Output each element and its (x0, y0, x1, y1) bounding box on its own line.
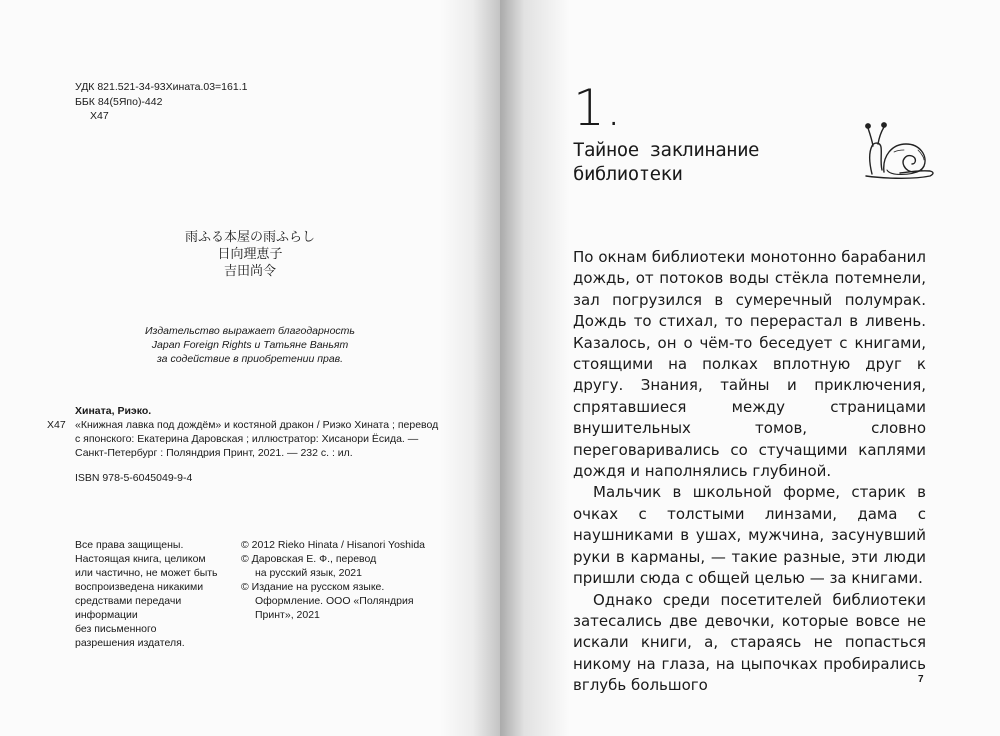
copyright-notice (241, 538, 425, 622)
snail-icon (860, 110, 940, 190)
japanese-title-block (130, 229, 370, 280)
catalog-line: «Книжная лавка под дождём» и костяной дракон / Риэко Хината ; перевод (75, 419, 439, 431)
paragraph: Однако среди посетителей библиотеки затесались две девочки, которые вовсе не искали книги, а, стараясь не попасться никому на глаза, на цыпочках пробирались вглубь большого (573, 590, 926, 695)
page-number: 7 (918, 674, 924, 685)
catalog-line: с японского: Екатерина Даровская ; иллюстратор: Хисанори Ёсида. — (75, 433, 419, 445)
isbn: ISBN 978-5-6045049-9-4 (75, 472, 193, 484)
acknowledgement-line: Издательство выражает благодарность (145, 325, 355, 337)
japanese-title-line: 雨ふる本屋の雨ふらし (184, 230, 315, 245)
chapter-title-line: библиотеки (573, 163, 683, 185)
copyright-line: Принт», 2021 (255, 609, 320, 621)
paragraph: Мальчик в школьной форме, старик в очках с толстыми линзами, дама с наушниками в ушах, мужчина, засунувший руки в карманы, — такие разные, эти люди пришли сюда с общей целью — за книгами. (573, 483, 926, 588)
catalog-author: Хината, Риэко. (75, 405, 152, 417)
bbk-line: ББК 84(5Япо)-442 (75, 96, 163, 108)
chapter-text (573, 247, 926, 697)
rights-line: информации (75, 609, 138, 621)
rights-line: или частично, не может быть (75, 567, 218, 579)
index-code: Х47 (90, 110, 109, 122)
rights-line: разрешения издателя. (75, 637, 185, 649)
chapter-title (573, 138, 759, 186)
copyright-line: © Издание на русском языке. (241, 581, 385, 593)
catalog-line: Санкт-Петербург : Поляндрия Принт, 2021. — 232 с. : ил. (75, 447, 353, 459)
rights-line: Настоящая книга, целиком (75, 553, 206, 565)
gutter-shadow-right (500, 0, 570, 736)
chapter-title-line: Тайное заклинание (573, 139, 759, 161)
gutter-shadow-left (440, 0, 500, 736)
copyright-line: © Даровская Е. Ф., перевод (241, 553, 377, 565)
catalog-index: Х47 (47, 419, 66, 431)
japanese-author-line: 日向理恵子 (217, 247, 283, 262)
rights-line: средствами передачи (75, 595, 182, 607)
rights-line: без письменного (75, 623, 157, 635)
japanese-illustrator-line: 吉田尚令 (223, 264, 276, 279)
rights-line: воспроизведена никакими (75, 581, 204, 593)
paragraph: По окнам библиотеки монотонно барабанил дождь, от потоков воды стёкла потемнели, зал погрузился в сумеречный полумрак. Дождь то стихал, то перерастал в ливень. Казалось, он о чём-то беседует с книгами, стоящими на полках вплотную друг к другу. Знания, тайны и приключения, спрятавшиеся между страницами внушительных томов, словно переговаривались со стучащими каплями дождя и наполнялись глубиной. (573, 248, 926, 481)
udk-line: УДК 821.521-34-93Хината.03=161.1 (75, 81, 248, 93)
right-page (500, 0, 1000, 736)
chapter-number: 1. (573, 79, 623, 137)
copyright-line: © 2012 Rieko Hinata / Hisanori Yoshida (241, 539, 426, 551)
acknowledgement-line: Japan Foreign Rights и Татьяне Ваньят (151, 339, 349, 351)
acknowledgement-line: за содействие в приобретении прав. (156, 353, 344, 365)
rights-line: Все права защищены. (75, 539, 184, 551)
catalog-description (75, 418, 438, 460)
copyright-line: на русский язык, 2021 (255, 567, 362, 579)
copyright-line: Оформление. ООО «Поляндрия (255, 595, 414, 607)
acknowledgement-block (100, 324, 400, 366)
rights-notice (75, 538, 218, 650)
